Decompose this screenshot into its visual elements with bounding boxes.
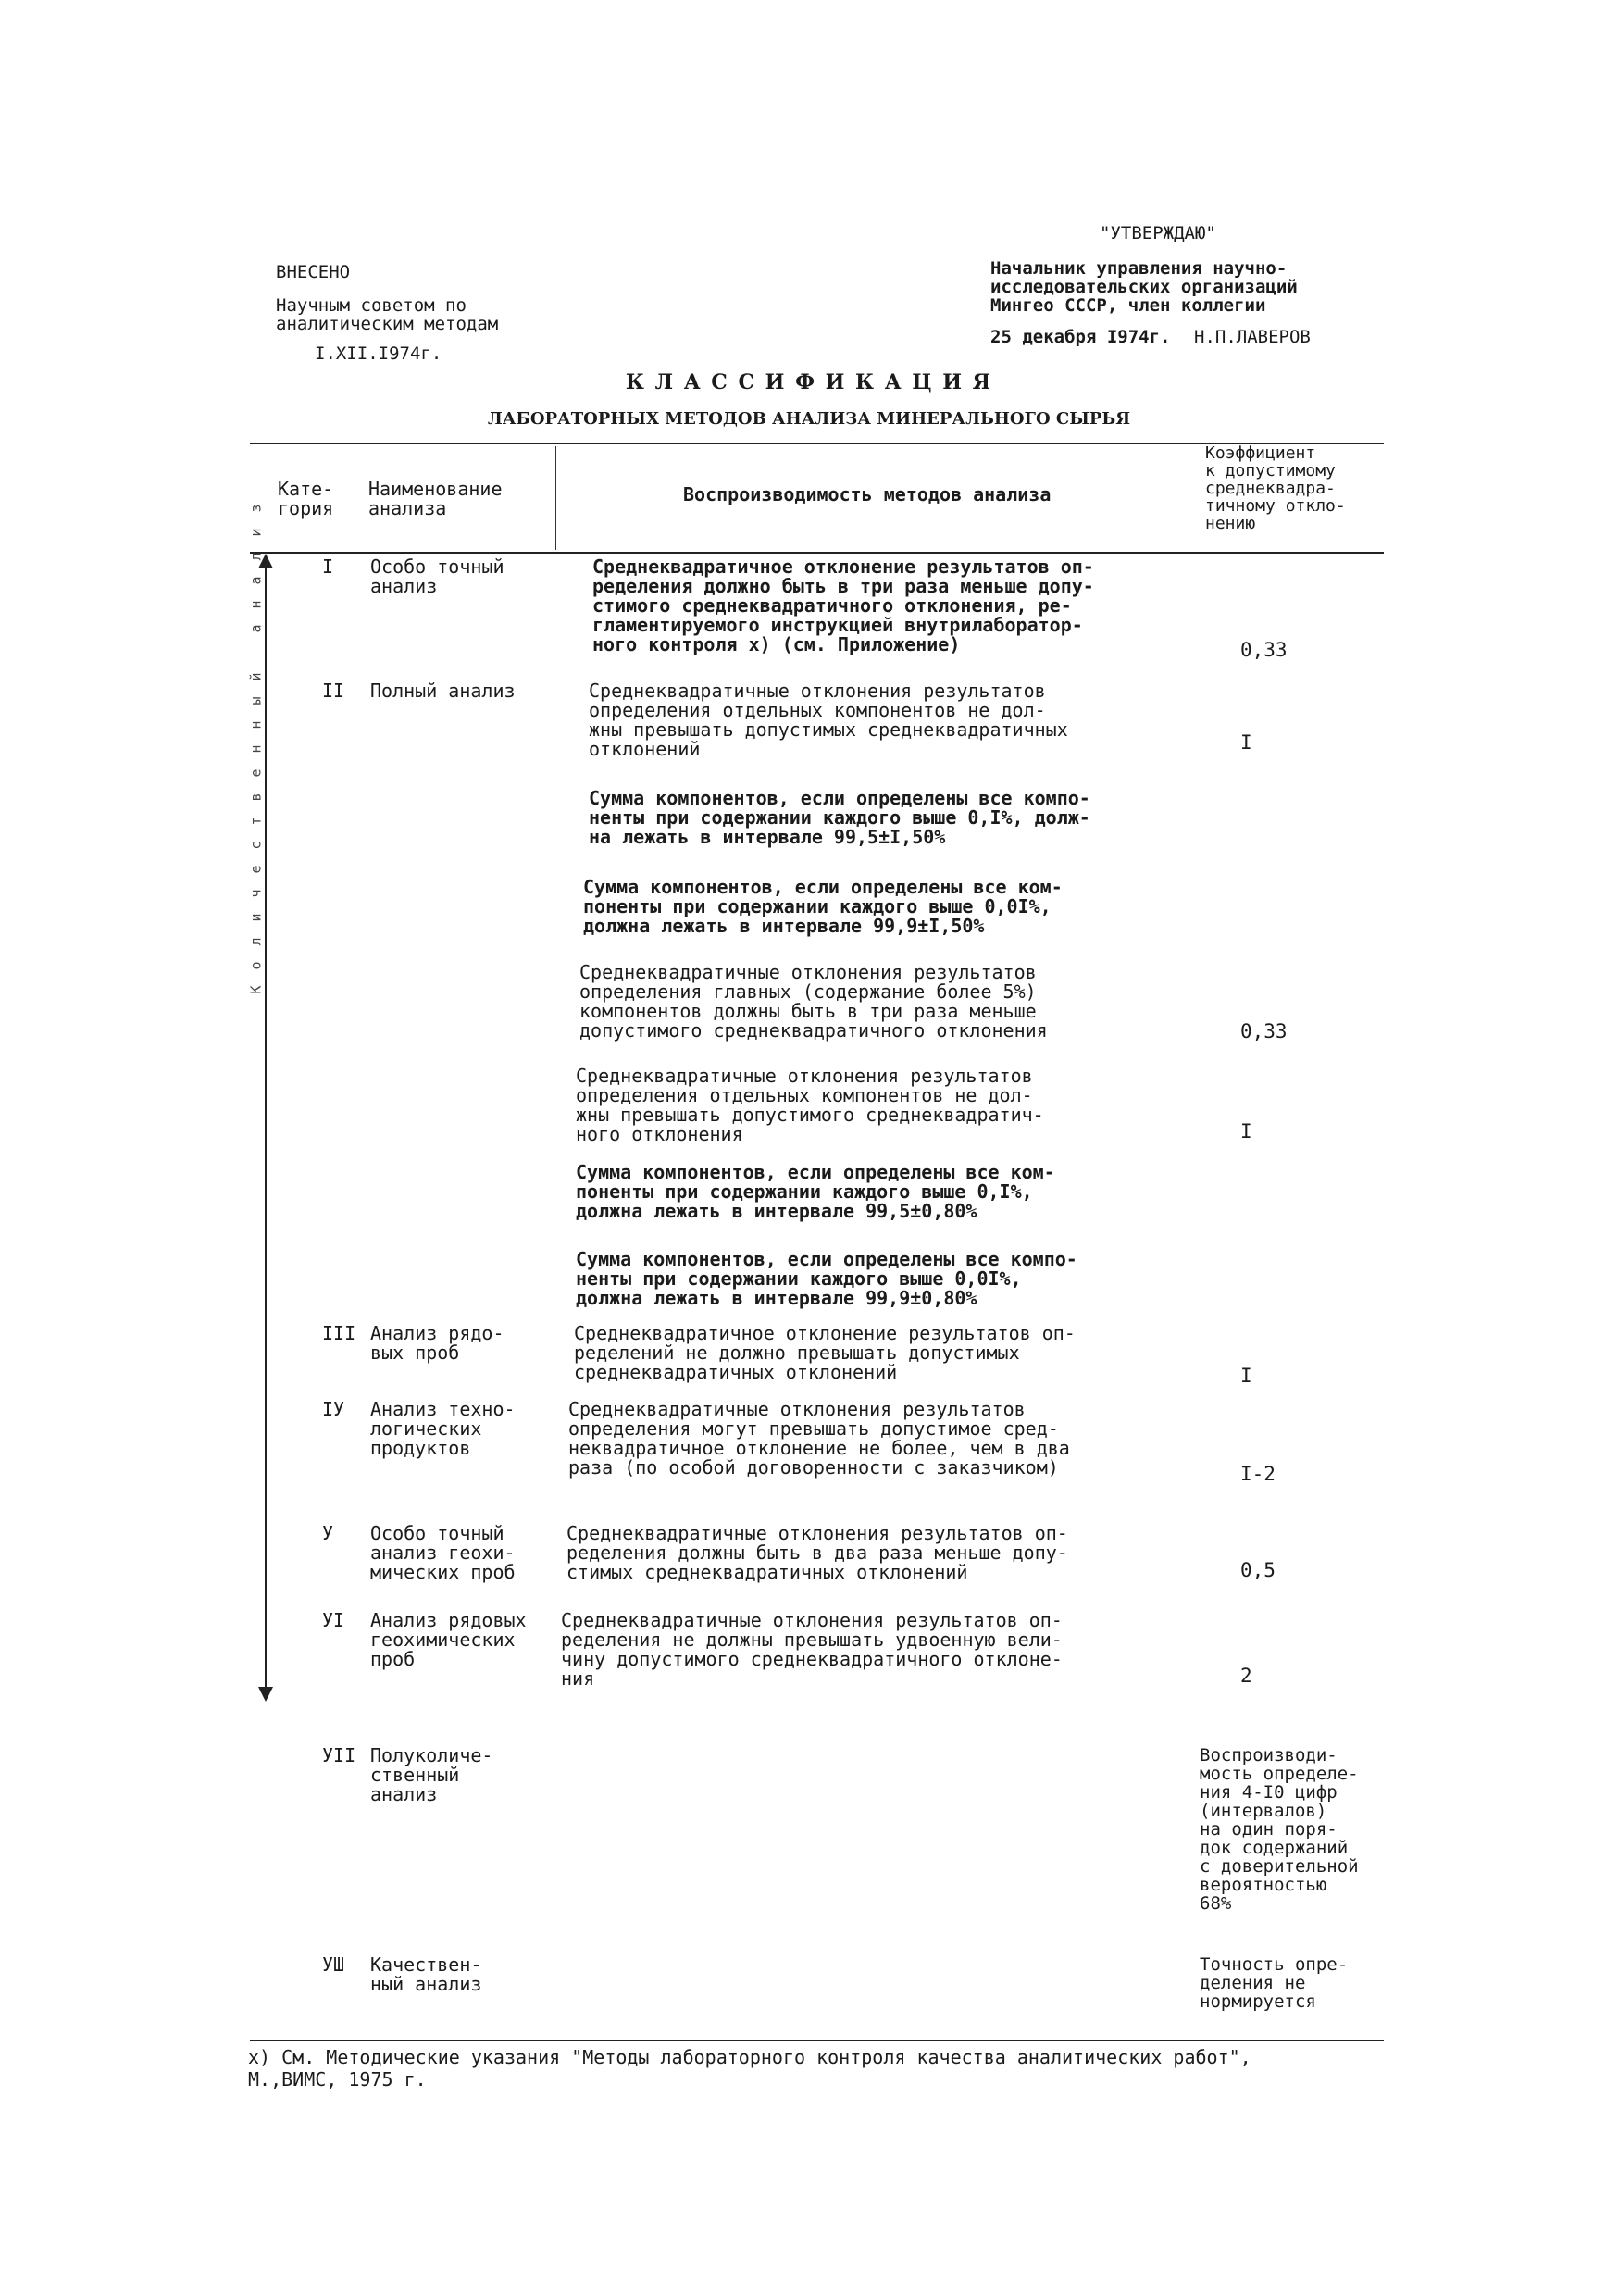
header-right-line1: Начальник управления научно- bbox=[990, 258, 1288, 279]
row-reproducibility-text: Среднеквадратичные отклонения результатов определения главных (содержание более 5%) компонентов должны быть в три раза меньше допустимого среднеквадратичного отклонения bbox=[579, 961, 1048, 1042]
row-analysis-name: Особо точный анализ геохи- мических проб bbox=[370, 1522, 516, 1583]
side-label-char: л bbox=[247, 552, 265, 561]
row-reproducibility-text: Сумма компонентов, если определены все компо- ненты при содержании каждого выше 0,I%, долж- на лежать в интервале 99,5±I,50% bbox=[589, 787, 1090, 848]
side-label-char: й bbox=[247, 672, 265, 681]
side-label-char: н bbox=[247, 744, 265, 754]
header-right-line3: Мингео СССР, член коллегии bbox=[990, 295, 1266, 316]
header-right-signer: Н.П.ЛАВЕРОВ bbox=[1194, 327, 1311, 347]
row-category: У bbox=[322, 1522, 334, 1544]
row-category: I bbox=[322, 555, 334, 578]
column-header-reproducibility: Воспроизводимость методов анализа bbox=[683, 483, 1052, 505]
document-subtitle: ЛАБОРАТОРНЫХ МЕТОДОВ АНАЛИЗА МИНЕРАЛЬНОГО СЫРЬЯ bbox=[487, 409, 1131, 429]
row-analysis-name: Качествен- ный анализ bbox=[370, 1953, 482, 1995]
row-analysis-name: Анализ техно- логических продуктов bbox=[370, 1398, 516, 1459]
side-label-char: и bbox=[247, 528, 265, 537]
footnote-rule bbox=[250, 2040, 1384, 2041]
side-label-char: и bbox=[247, 913, 265, 922]
row-category: УII bbox=[322, 1744, 356, 1766]
row-reproducibility-text: Сумма компонентов, если определены все ком- поненты при содержании каждого выше 0,I%, должна лежать в интервале 99,5±0,80% bbox=[576, 1161, 1055, 1222]
row-reproducibility-text: Среднеквадратичное отклонение результатов оп- ределений не должно превышать допустимых среднеквадратичных отклонений bbox=[574, 1322, 1076, 1383]
header-left-line2: аналитическим методам bbox=[276, 314, 499, 334]
row-analysis-name: Анализ рядовых геохимических проб bbox=[370, 1609, 527, 1670]
side-label-char: К bbox=[247, 985, 265, 994]
side-label-char: н bbox=[247, 720, 265, 730]
row-coefficient: 0,33 bbox=[1240, 639, 1288, 661]
side-label-char: в bbox=[247, 792, 265, 802]
row-analysis-name: Полный анализ bbox=[370, 680, 516, 702]
row-category: IУ bbox=[322, 1398, 345, 1420]
row-category: II bbox=[322, 680, 345, 702]
side-label-char: н bbox=[247, 600, 265, 609]
table-header-rule bbox=[250, 552, 1384, 554]
column-header-coefficient: Коэффициент к допустимому среднеквадра- тичному откло- нению bbox=[1205, 443, 1346, 533]
column-header-category: Кате- гория bbox=[278, 478, 334, 519]
side-label-char: е bbox=[247, 865, 265, 874]
column-header-name: Наименование анализа bbox=[368, 478, 503, 519]
side-label-char: ы bbox=[247, 696, 265, 705]
side-label-char: а bbox=[247, 576, 265, 585]
row-category: III bbox=[322, 1322, 356, 1344]
side-label-char: с bbox=[247, 841, 265, 850]
side-label-char: л bbox=[247, 937, 265, 946]
row-coefficient: I bbox=[1240, 731, 1252, 754]
side-label-vertical bbox=[247, 504, 270, 1389]
row-analysis-name: Особо точный анализ bbox=[370, 555, 504, 597]
arrow-down-head-icon bbox=[258, 1687, 273, 1702]
row-category: УШ bbox=[322, 1953, 345, 1976]
row-coefficient: 0,33 bbox=[1240, 1020, 1288, 1042]
row-reproducibility-text: Среднеквадратичные отклонения результатов определения могут превышать допустимое сред- неквадратичное отклонение не более, чем в два раза (по особой договоренности с заказчиком) bbox=[568, 1398, 1070, 1479]
approved-right-label: "УТВЕРЖДАЮ" bbox=[1100, 223, 1216, 243]
side-label-char: т bbox=[247, 817, 265, 826]
side-label-char: о bbox=[247, 961, 265, 970]
row-reproducibility-text: Среднеквадратичные отклонения результатов оп- ределения не должны превышать удвоенную вели- чину допустимого среднеквадратичного отклоне- ния bbox=[561, 1609, 1063, 1690]
row-reproducibility-text: Среднеквадратичные отклонения результатов оп- ределения должны быть в два раза меньше допу- стимых среднеквадратичных отклонений bbox=[566, 1522, 1068, 1583]
row-reproducibility-text: Среднеквадратичные отклонения результатов определения отдельных компонентов не дол- жны превышать допустимых среднеквадратичных отклонений bbox=[589, 680, 1068, 760]
row-coefficient: 2 bbox=[1240, 1665, 1252, 1687]
row-reproducibility-text: Сумма компонентов, если определены все компо- ненты при содержании каждого выше 0,0I%, должна лежать в интервале 99,9±0,80% bbox=[576, 1248, 1077, 1309]
row-reproducibility-text: Среднеквадратичные отклонения результатов определения отдельных компонентов не дол- жны превышать допустимого среднеквадратич- ного отклонения bbox=[576, 1065, 1044, 1145]
column-divider-2 bbox=[555, 446, 556, 550]
header-right-date: 25 декабря I974г. bbox=[990, 327, 1171, 347]
row-reproducibility-text: Среднеквадратичное отклонение результатов оп- ределения должно быть в три раза меньше допу- стимого среднеквадратичного отклонения, ре- гламентируемого инструкцией внутрилаборатор- ного контроля x) (см. Приложение) bbox=[592, 555, 1094, 655]
row-category: УI bbox=[322, 1609, 345, 1631]
row-coefficient: I bbox=[1240, 1365, 1252, 1387]
footnote-line1: x) См. Методические указания "Методы лабораторного контроля качества аналитических работ", bbox=[248, 2046, 1251, 2068]
row-reproducibility-text: Сумма компонентов, если определены все ком- поненты при содержании каждого выше 0,0I%, должна лежать в интервале 99,9±I,50% bbox=[583, 876, 1063, 937]
row-analysis-name: Анализ рядо- вых проб bbox=[370, 1322, 504, 1364]
approved-left-label: ВНЕСЕНО bbox=[276, 262, 351, 282]
footnote-line2: М.,ВИМС, 1975 г. bbox=[248, 2068, 427, 2090]
document-title: К Л А С С И Ф И К А Ц И Я bbox=[625, 370, 993, 394]
side-label-char: з bbox=[247, 504, 265, 513]
row-analysis-name: Полуколиче- ственный анализ bbox=[370, 1744, 493, 1805]
row-coefficient-note: Точность опре- деления не нормируется bbox=[1200, 1954, 1349, 2012]
row-coefficient-note: Воспроизводи- мость определе- ния 4-I0 цифр (интервалов) на один поря- док содержаний с доверительной вероятностью 68% bbox=[1200, 1745, 1359, 1914]
header-right-line2: исследовательских организаций bbox=[990, 277, 1298, 297]
header-left-date: I.XII.I974г. bbox=[315, 343, 442, 364]
row-coefficient: 0,5 bbox=[1240, 1559, 1276, 1581]
row-coefficient: I-2 bbox=[1240, 1463, 1276, 1485]
side-label-char: е bbox=[247, 768, 265, 778]
side-label-char: ч bbox=[247, 889, 265, 898]
row-coefficient: I bbox=[1240, 1120, 1252, 1142]
side-label-char: а bbox=[247, 624, 265, 633]
header-left-line1: Научным советом по bbox=[276, 295, 467, 316]
